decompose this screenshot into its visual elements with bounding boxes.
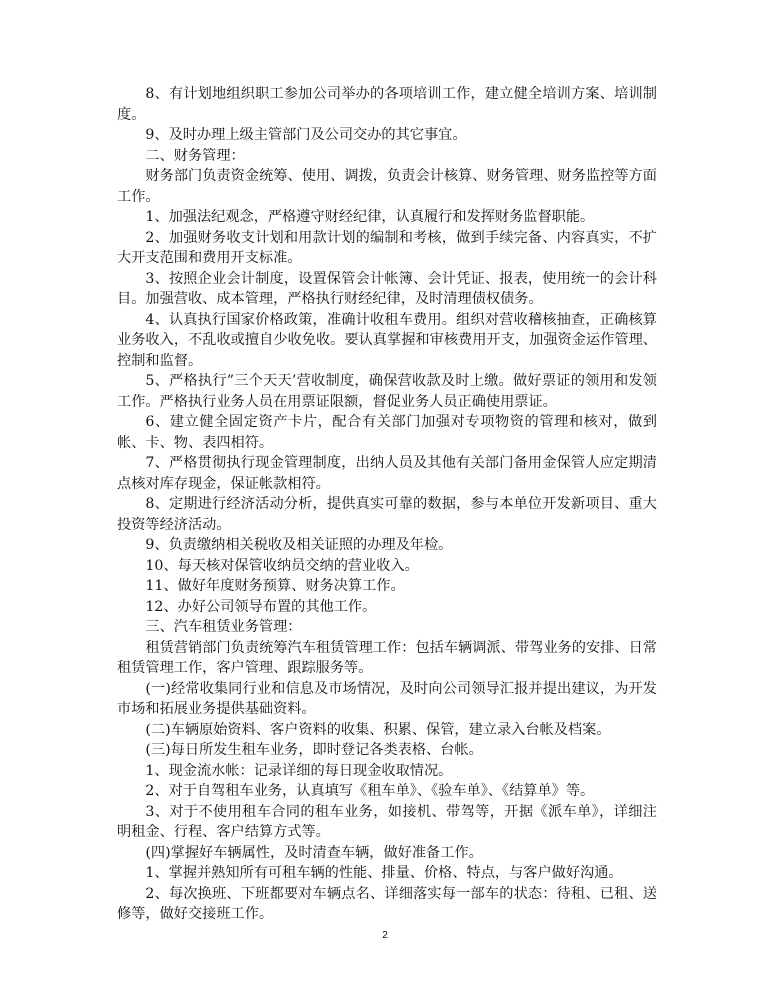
page-number: 2 <box>382 930 388 941</box>
paragraph: 8、有计划地组织职工参加公司举办的各项培训工作，建立健全培训方案、培训制度。 <box>117 86 657 123</box>
paragraph: (四)掌握好车辆属性，及时清查车辆，做好准备工作。 <box>145 844 483 861</box>
paragraph: 财务部门负责资金统筹、使用、调拨，负责会计核算、财务管理、财务监控等方面工作。 <box>117 168 657 205</box>
paragraph: 5、严格执行”三个天天’营收制度，确保营收款及时上缴。做好票证的领用和发领工作。严格执行业务人员在用票证限额，督促业务人员正确使用票证。 <box>117 373 657 410</box>
paragraph: 3、按照企业会计制度，设置保管会计帐簿、会计凭证、报表，使用统一的会计科目。加强营收、成本管理，严格执行财经纪律，及时清理债权债务。 <box>117 270 657 307</box>
paragraph: 12、办好公司领导布置的其他工作。 <box>145 598 377 615</box>
paragraph: 租赁营销部门负责统筹汽车租赁管理工作：包括车辆调派、带驾业务的安排、日常租赁管理工作，客户管理、跟踪服务等。 <box>117 639 657 676</box>
paragraph: 4、认真执行国家价格政策，准确计收租车费用。组织对营收稽核抽查，正确核算业务收入，不乱收或擅自少收免收。要认真掌握和审核费用开支，加强资金运作管理、控制和监督。 <box>117 311 657 369</box>
section-heading: 三、汽车租赁业务管理： <box>145 619 302 635</box>
paragraph: 11、做好年度财务预算、财务决算工作。 <box>145 578 405 594</box>
paragraph: 9、及时办理上级主管部门及公司交办的其它事宜。 <box>145 127 467 143</box>
paragraph: (一)经常收集同行业和信息及市场情况，及时向公司领导汇报并提出建议，为开发市场和拓展业务提供基础资料。 <box>117 680 657 717</box>
paragraph: 9、负责缴纳相关税收及相关证照的办理及年检。 <box>145 537 453 553</box>
section-heading: 二、财务管理： <box>145 147 245 164</box>
paragraph: 6、建立健全固定资产卡片，配合有关部门加强对专项物资的管理和核对，做到帐、卡、物、表四相符。 <box>117 414 657 451</box>
paragraph: 2、对于自驾租车业务，认真填写《租车单》、《验车单》、《结算单》等。 <box>145 783 595 799</box>
paragraph: 8、定期进行经济活动分析，提供真实可靠的数据，参与本单位开发新项目、重大投资等经济活动。 <box>117 496 657 533</box>
paragraph: 3、对于不使用租车合同的租车业务，如接机、带驾等，开据《派车单》，详细注明租金、行程、客户结算方式等。 <box>117 803 657 840</box>
paragraph: 1、加强法纪观念，严格遵守财经纪律，认真履行和发挥财务监督职能。 <box>145 209 595 225</box>
paragraph: 10、每天核对保管收纳员交纳的营业收入。 <box>145 557 419 574</box>
paragraph: 7、严格贯彻执行现金管理制度，出纳人员及其他有关部门备用金保管人应定期清点核对库存现金，保证帐款相符。 <box>117 455 657 492</box>
paragraph: (三)每日所发生租车业务，即时登记各类表格、台帐。 <box>145 742 483 758</box>
paragraph: 2、加强财务收支计划和用款计划的编制和考核，做到手续完备、内容真实，不扩大开支范围和费用开支标准。 <box>117 229 657 266</box>
paragraph: 1、现金流水帐：记录详细的每日现金收取情况。 <box>145 762 453 779</box>
paragraph: 2、每次换班、下班都要对车辆点名、详细落实每一部车的状态：待租、已租、送修等，做好交接班工作。 <box>117 885 657 922</box>
document-body <box>117 84 657 925</box>
paragraph: (二)车辆原始资料、客户资料的收集、积累、保管，建立录入台帐及档案。 <box>145 721 611 738</box>
paragraph: 1、掌握并熟知所有可租车辆的性能、排量、价格、特点，与客户做好沟通。 <box>145 865 623 881</box>
